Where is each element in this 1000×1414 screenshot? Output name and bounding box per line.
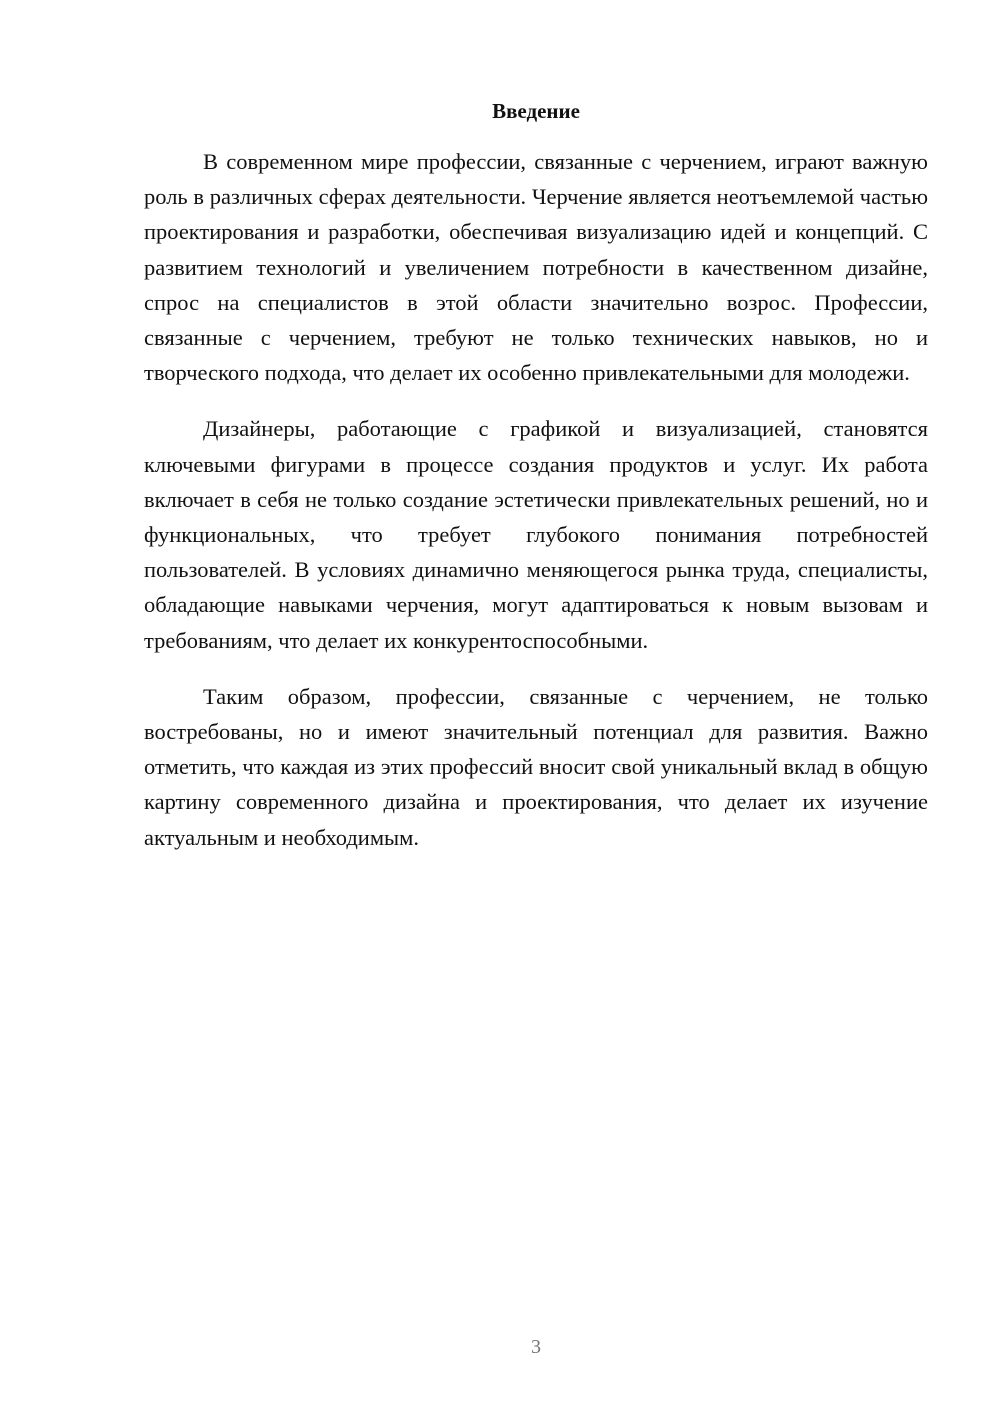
paragraph-3: Таким образом, профессии, связанные с черчением, не только востребованы, но и имеют значительный потенциал для развития. Важно отметить, что каждая из этих профессий вносит свой уникальный вклад в общую картину современного дизайна и проектирования, что делает их изучение актуальным и необходимым.: [144, 683, 928, 850]
paragraph-2: Дизайнеры, работающие с графикой и визуализацией, становятся ключевыми фигурами в процессе создания продуктов и услуг. Их работа включает в себя не только создание эстетически привлекательных решений, но и функциональных, что требует глубокого понимания потребностей пользователей. В условиях динамично меняющегося рынка труда, специалисты, обладающие навыками черчения, могут адаптироваться к новым вызовам и требованиям, что делает их конкурентоспособными.: [144, 416, 928, 653]
page-number: 3: [531, 1336, 541, 1358]
body-text: [144, 144, 928, 876]
paragraph-1: В современном мире профессии, связанные с черчением, играют важную роль в различных сферах деятельности. Черчение является неотъемлемой частью проектирования и разработки, обеспечивая визуализацию идей и концепций. С развитием технологий и увеличением потребности в качественном дизайне, спрос на специалистов в этой области значительно возрос. Профессии, связанные с черчением, требуют не только технических навыков, но и творческого подхода, что делает их особенно привлекательными для молодежи.: [144, 149, 928, 386]
page-title: Введение: [492, 99, 580, 123]
